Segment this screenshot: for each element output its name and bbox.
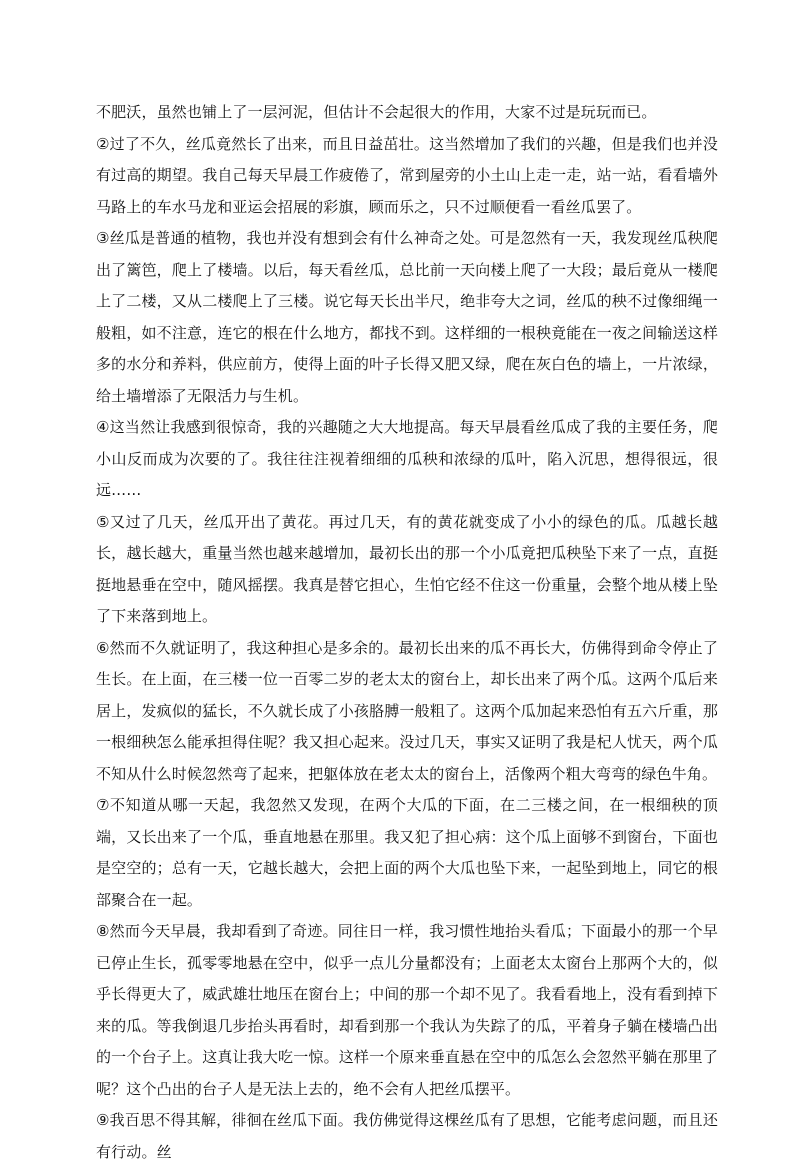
- article-body: [96, 97, 718, 1168]
- paragraph-4: ④这当然让我感到很惊奇，我的兴趣随之大大地提高。每天早晨看丝瓜成了我的主要任务，爬小山反而成为次要的了。我往往注视着细细的瓜秧和浓绿的瓜叶，陷入沉思，想得很远，很远……: [96, 418, 718, 499]
- paragraph-6: ⑥然而不久就证明了，我这种担心是多余的。最初长出来的瓜不再长大，仿佛得到命令停止了生长。在上面，在三楼一位一百零二岁的老太太的窗台上，却长出来了两个瓜。这两个瓜后来居上，发疯似的猛长，不久就长成了小孩胳膊一般粗了。这两个瓜加起来恐怕有五六斤重，那一根细秧怎么能承担得住呢？我又担心起来。没过几天，事实又证明了我是杞人忧天，两个瓜不知从什么时候忽然弯了起来，把躯体放在老太太的窗台上，活像两个粗大弯弯的绿色牛角。: [96, 638, 718, 783]
- paragraph-8: ⑧然而今天早晨，我却看到了奇迹。同往日一样，我习惯性地抬头看瓜；下面最小的那一个早已停止生长，孤零零地悬在空中，似乎一点儿分量都没有；上面老太太窗台上那两个大的，似乎长得更大了，威武雄壮地压在窗台上；中间的那一个却不见了。我看看地上，没有看到掉下来的瓜。等我倒退几步抬头再看时，却看到那一个我认为失踪了的瓜，平着身子躺在楼墙凸出的一个台子上。这真让我大吃一惊。这样一个原来垂直悬在空中的瓜怎么会忽然平躺在那里了呢？这个凸出的台子人是无法上去的，绝不会有人把丝瓜摆平。: [96, 922, 718, 1098]
- paragraph-2: ②过了不久，丝瓜竟然长了出来，而且日益茁壮。这当然增加了我们的兴趣，但是我们也并没有过高的期望。我自己每天早晨工作疲倦了，常到屋旁的小土山上走一走，站一站，看看墙外马路上的车水马龙和亚运会招展的彩旗，顾而乐之，只不过顺便看一看丝瓜罢了。: [96, 134, 718, 216]
- paragraph-7: ⑦不知道从哪一天起，我忽然又发现，在两个大瓜的下面，在二三楼之间，在一根细秧的顶端，又长出来了一个瓜，垂直地悬在那里。我又犯了担心病：这个瓜上面够不到窗台，下面也是空空的；总有一天，它越长越大，会把上面的两个大瓜也坠下来，一起坠到地上，同它的根部聚合在一起。: [96, 796, 718, 909]
- paragraph-9: ⑨我百思不得其解，徘徊在丝瓜下面。我仿佛觉得这棵丝瓜有了思想，它能考虑问题，而且还有行动。丝: [96, 1111, 718, 1161]
- paragraph-1-continued: 不肥沃，虽然也铺上了一层河泥，但估计不会起很大的作用，大家不过是玩玩而已。: [96, 103, 657, 121]
- paragraph-5: ⑤又过了几天，丝瓜开出了黄花。再过几天，有的黄花就变成了小小的绿色的瓜。瓜越长越长，越长越大，重量当然也越来越增加，最初长出的那一个小瓜竟把瓜秧坠下来了一点，直挺挺地悬垂在空中，随风摇摆。我真是替它担心，生怕它经不住这一份重量，会整个地从楼上坠了下来落到地上。: [96, 512, 718, 625]
- paragraph-3: ③丝瓜是普通的植物，我也并没有想到会有什么神奇之处。可是忽然有一天，我发现丝瓜秧爬出了篱笆，爬上了楼墙。以后，每天看丝瓜，总比前一天向楼上爬了一大段；最后竟从一楼爬上了二楼，又从二楼爬上了三楼。说它每天长出半尺，绝非夸大之词，丝瓜的秧不过像细绳一般粗，如不注意，连它的根在什么地方，都找不到。这样细的一根秧竟能在一夜之间输送这样多的水分和养料，供应前方，使得上面的叶子长得又肥又绿，爬在灰白色的墙上，一片浓绿，给土墙增添了无限活力与生机。: [96, 229, 718, 405]
